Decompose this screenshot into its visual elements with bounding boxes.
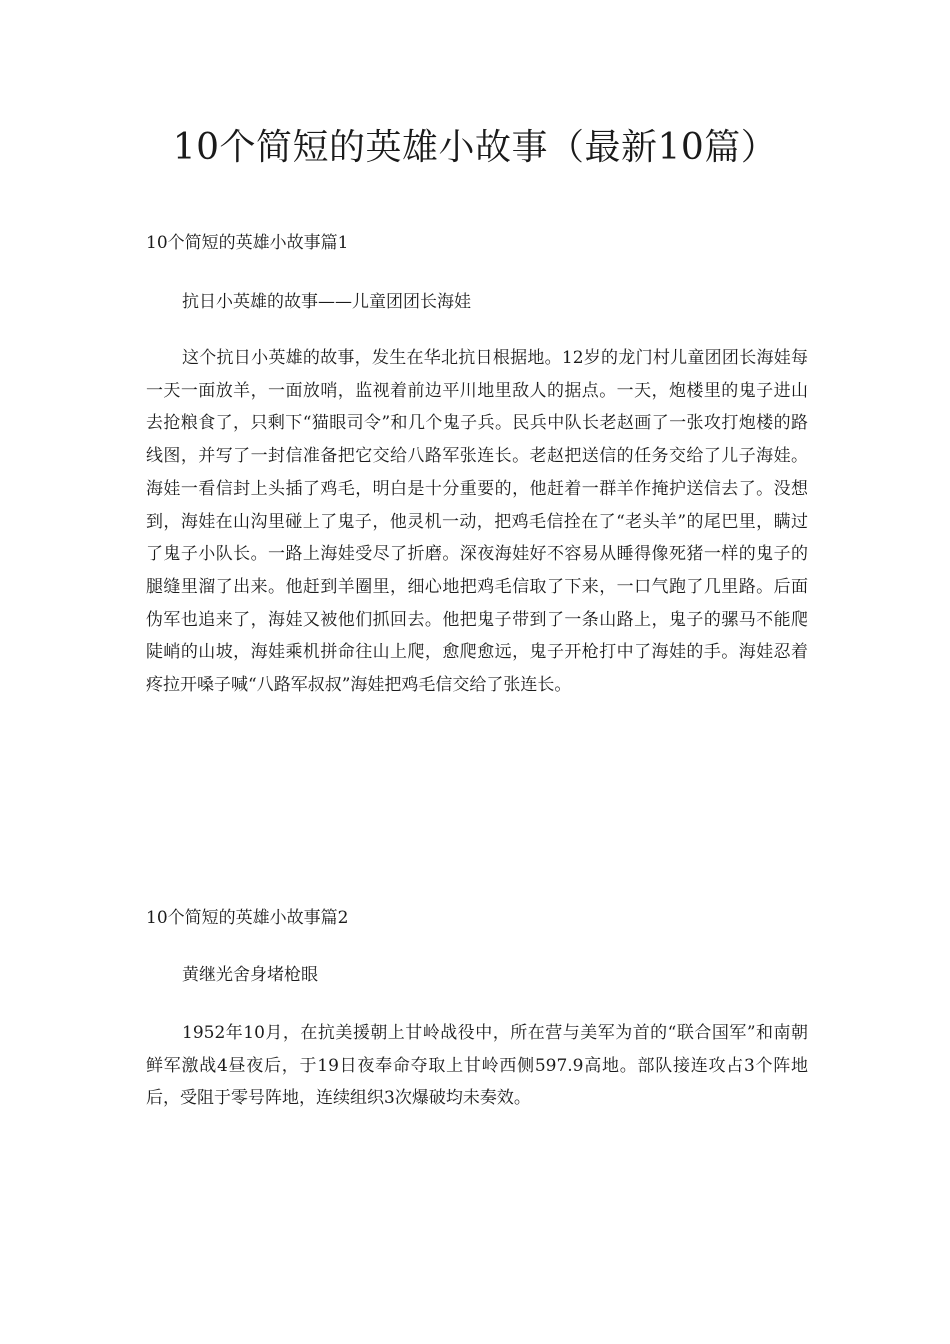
story-body-1: 这个抗日小英雄的故事，发生在华北抗日根据地。12岁的龙门村儿童团团长海娃每一天一面放羊，一面放哨，监视着前边平川地里敌人的据点。一天，炮楼里的鬼子进山去抢粮食了，只剩下“猫眼司令”和几个鬼子兵。民兵中队长老赵画了一张攻打炮楼的路线图，并写了一封信准备把它交给八路军张连长。老赵把送信的任务交给了儿子海娃。海娃一看信封上头插了鸡毛，明白是十分重要的，他赶着一群羊作掩护送信去了。没想到，海娃在山沟里碰上了鬼子，他灵机一动，把鸡毛信拴在了“老头羊”的尾巴里，瞒过了鬼子小队长。一路上海娃受尽了折磨。深夜海娃好不容易从睡得像死猪一样的鬼子的腿缝里溜了出来。他赶到羊圈里，细心地把鸡毛信取了下来，一口气跑了几里路。后面伪军也追来了，海娃又被他们抓回去。他把鬼子带到了一条山路上，鬼子的骡马不能爬陡峭的山坡，海娃乘机拼命往山上爬，愈爬愈远，鬼子开枪打中了海娃的手。海娃忍着疼拉开嗓子喊“八路军叔叔”海娃把鸡毛信交给了张连长。 bbox=[146, 348, 808, 696]
document-title: 10个简短的英雄小故事（最新10篇） bbox=[172, 127, 778, 168]
section-heading-2: 10个简短的英雄小故事篇2 bbox=[146, 908, 349, 928]
story-title-1: 抗日小英雄的故事——儿童团团长海娃 bbox=[182, 292, 471, 312]
story-title-2: 黄继光舍身堵枪眼 bbox=[182, 965, 318, 985]
story-body-2: 1952年10月，在抗美援朝上甘岭战役中，所在营与美军为首的“联合国军”和南朝鲜军激战4昼夜后，于19日夜奉命夺取上甘岭西侧597.9高地。部队接连攻占3个阵地后，受阻于零号阵地，连续组织3次爆破均未奏效。 bbox=[146, 1023, 808, 1109]
section-heading-1: 10个简短的英雄小故事篇1 bbox=[146, 233, 349, 253]
